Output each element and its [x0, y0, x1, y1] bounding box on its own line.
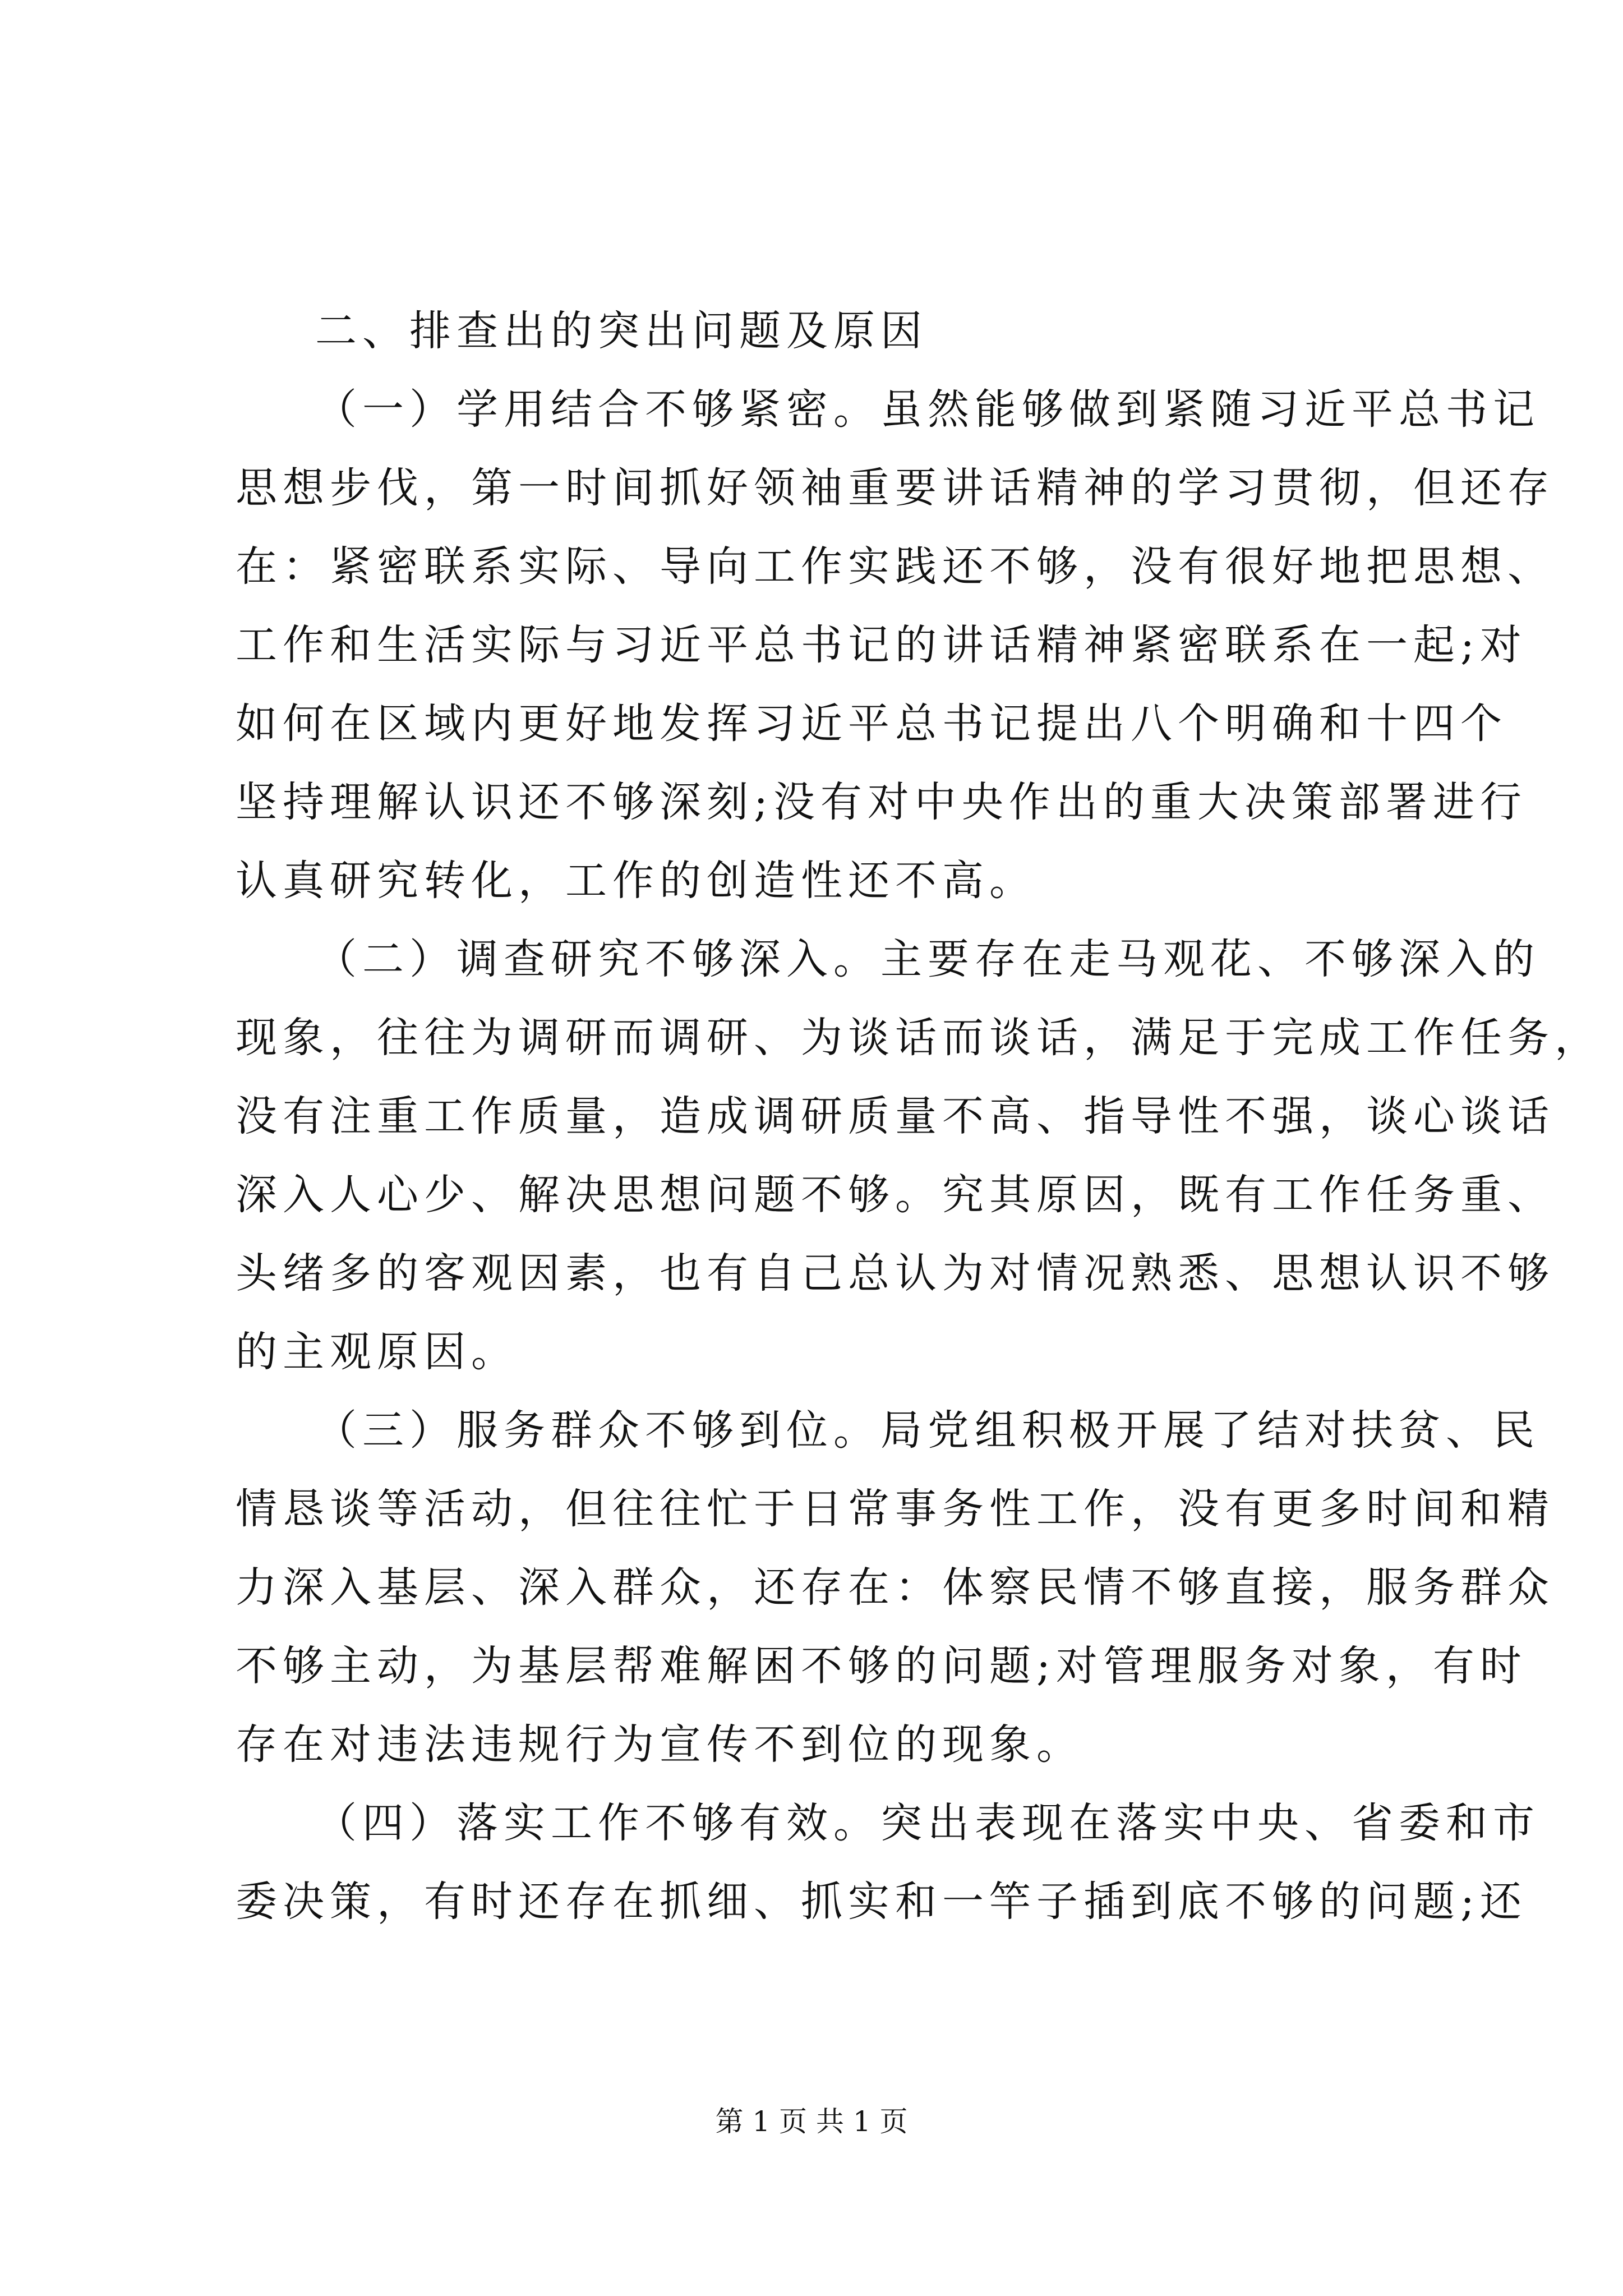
paragraph-2-line-4: 深入人心少、解决思想问题不够。究其原因，既有工作任务重、 — [236, 1171, 1555, 1219]
paragraph-1-line-1: （一）学用结合不够紧密。虽然能够做到紧随习近平总书记 — [315, 385, 1540, 434]
paragraph-3-line-2: 情恳谈等活动，但往往忙于日常事务性工作，没有更多时间和精 — [236, 1485, 1555, 1533]
paragraph-2-line-3: 没有注重工作质量，造成调研质量不高、指导性不强，谈心谈话 — [236, 1092, 1555, 1140]
document-body — [236, 292, 1602, 1941]
paragraph-3-line-1: （三）服务群众不够到位。局党组积极开展了结对扶贫、民 — [315, 1406, 1540, 1455]
paragraph-2-line-1: （二）调查研究不够深入。主要存在走马观花、不够深入的 — [315, 935, 1540, 983]
paragraph-1-line-4: 工作和生活实际与习近平总书记的讲话精神紧密联系在一起;对 — [236, 621, 1527, 669]
section-heading: 二、排查出的突出问题及原因 — [315, 307, 928, 355]
paragraph-1-line-6: 坚持理解认识还不够深刻;没有对中央作出的重大决策部署进行 — [236, 778, 1527, 826]
paragraph-1-line-7: 认真研究转化，工作的创造性还不高。 — [236, 857, 1036, 905]
paragraph-3-line-5: 存在对违法违规行为宣传不到位的现象。 — [236, 1720, 1083, 1769]
page-footer: 第 1 页 共 1 页 — [715, 2105, 908, 2138]
paragraph-1-line-3: 在：紧密联系实际、导向工作实践还不够，没有很好地把思想、 — [236, 542, 1555, 591]
paragraph-3-line-4: 不够主动，为基层帮难解困不够的问题;对管理服务对象，有时 — [236, 1642, 1527, 1690]
paragraph-3-line-3: 力深入基层、深入群众，还存在：体察民情不够直接，服务群众 — [236, 1563, 1555, 1612]
paragraph-2-line-5: 头绪多的客观因素，也有自己总认为对情况熟悉、思想认识不够 — [236, 1249, 1555, 1297]
paragraph-4-line-2: 委决策，有时还存在抓细、抓实和一竿子插到底不够的问题;还 — [236, 1878, 1527, 1926]
paragraph-4-line-1: （四）落实工作不够有效。突出表现在落实中央、省委和市 — [315, 1799, 1540, 1847]
paragraph-2-line-2: 现象，往往为调研而调研、为谈话而谈话，满足于完成工作任务， — [236, 1014, 1602, 1062]
paragraph-2-line-6: 的主观原因。 — [236, 1328, 518, 1376]
paragraph-1-line-2: 思想步伐，第一时间抓好领袖重要讲话精神的学习贯彻，但还存 — [236, 464, 1555, 512]
paragraph-1-line-5: 如何在区域内更好地发挥习近平总书记提出八个明确和十四个 — [236, 700, 1507, 748]
